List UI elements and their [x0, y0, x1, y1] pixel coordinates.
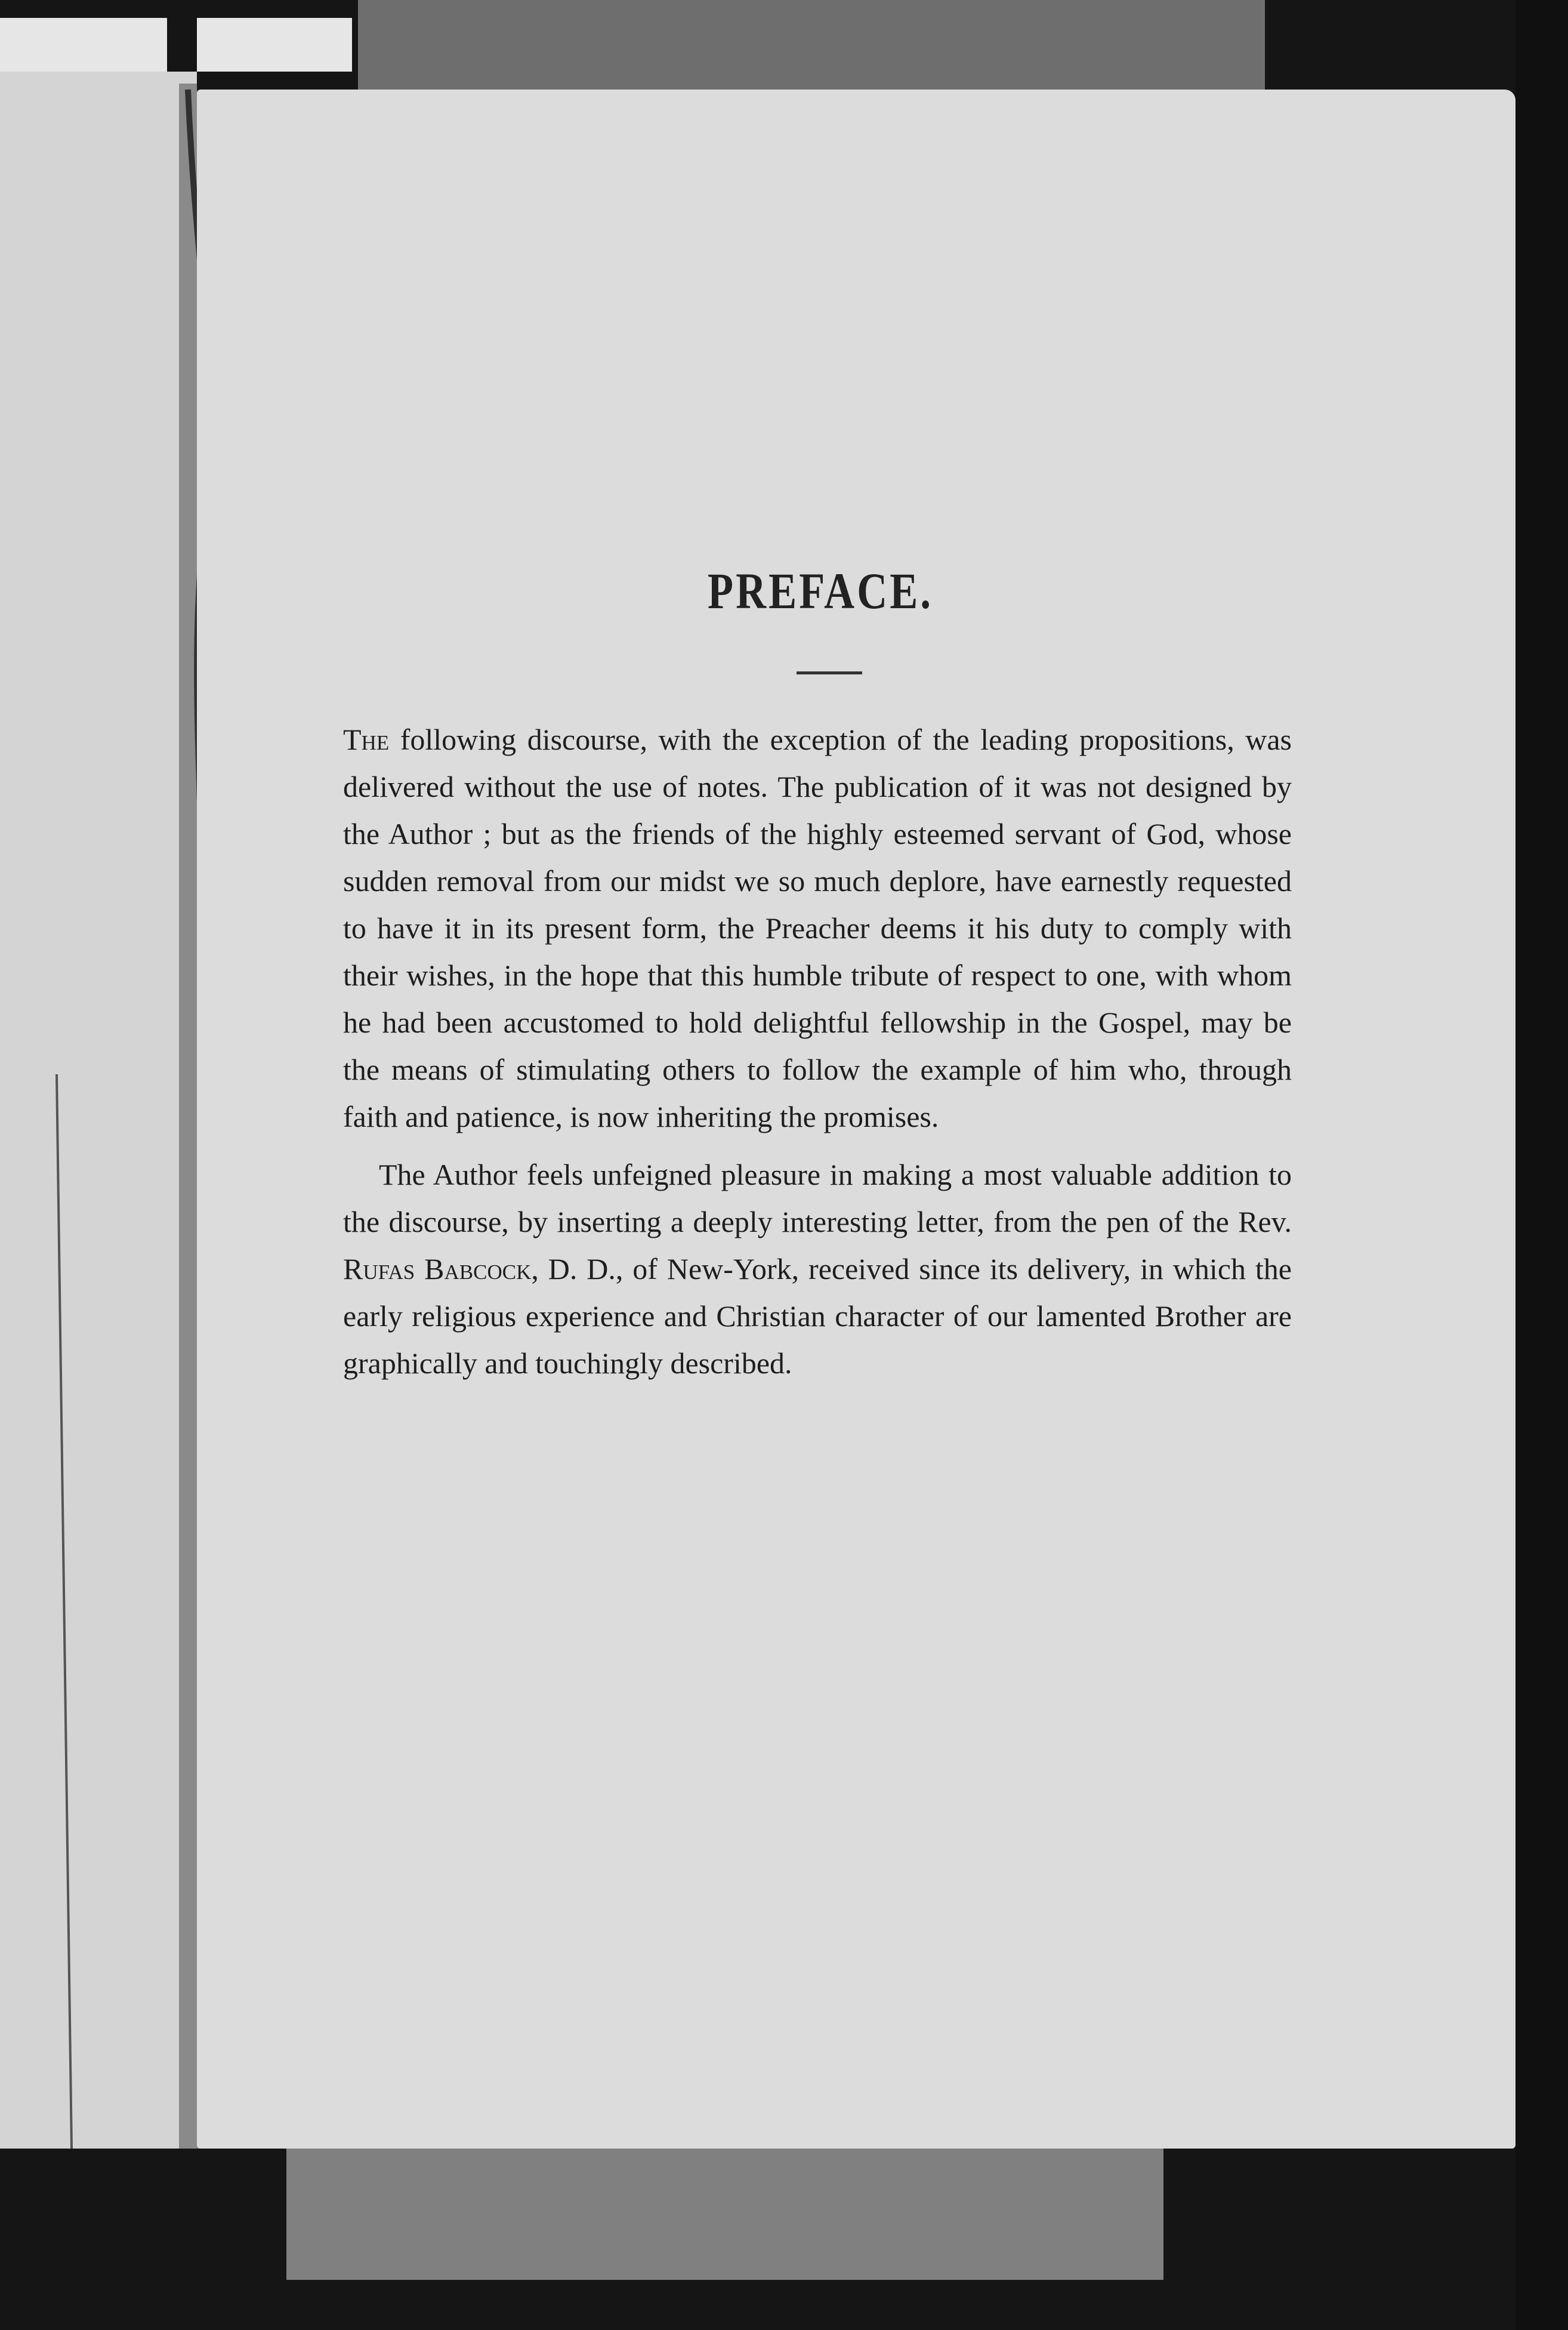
paragraph-1: [343, 716, 1292, 1141]
page-title: PREFACE.: [707, 562, 934, 620]
paragraph-2-after: , D. D., of New-York, received since its delivery, in which the early religious experience and Christian character of our lamented Brother are graphically and touchingly described.: [343, 1252, 1292, 1380]
paragraph-2-before: The Author feels unfeigned pleasure in making a most valuable addition to the discourse, by inserting a deeply interesting letter, from the pen of the Rev.: [343, 1158, 1292, 1238]
paragraph-2: [343, 1151, 1292, 1387]
paragraph-1-text: following discourse, with the exception of the leading propositions, was delivered without the use of notes. The publication of it was not designed by the Author ; but as the friends of the highly esteemed servant of God, whose sudden removal from our midst we so much deplore, have earnestly requested to have it in its present form, the Preacher deems it his duty to comply with their wishes, in the hope that this humble tribute of respect to one, with whom he had been accustomed to hold delightful fellowship in the Gospel, may be the means of stimulating others to follow the example of him who, through faith and patience, is now inheriting the promises.: [343, 723, 1292, 1133]
left-facing-page: [0, 72, 197, 2149]
lead-word: The: [343, 723, 390, 756]
bottom-backing-strip: [286, 2149, 1163, 2280]
top-left-tab: [0, 18, 167, 72]
preface-body: [343, 716, 1292, 1387]
person-name: Rufas Babcock: [343, 1252, 532, 1286]
top-backing-strip: [358, 0, 1265, 90]
title-divider: [797, 671, 862, 674]
